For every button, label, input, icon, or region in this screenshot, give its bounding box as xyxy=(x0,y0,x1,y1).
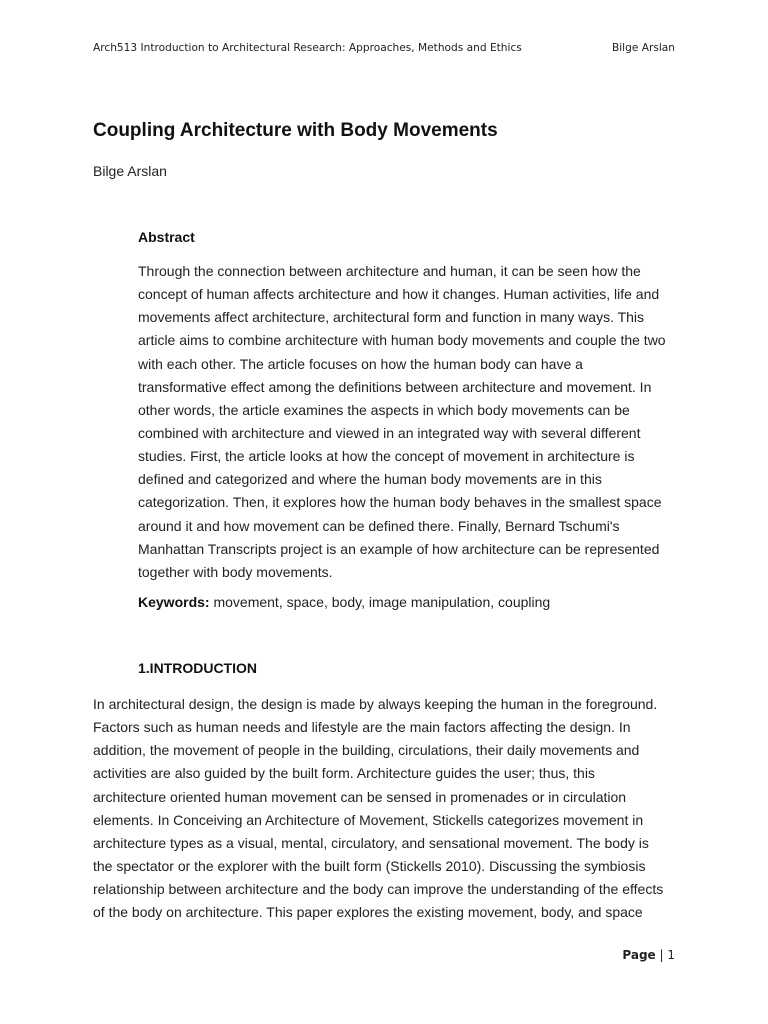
introduction-line: In architectural design, the design is made by always keeping the human in the foreground. xyxy=(93,696,658,712)
introduction-line: architecture types as a visual, mental, circulatory, and sensational movement. The body is xyxy=(93,834,649,851)
author-byline: Bilge Arslan xyxy=(93,163,167,179)
keywords-label: Keywords: xyxy=(138,594,210,610)
introduction-line: relationship between architecture and the body can improve the understanding of the effects xyxy=(93,881,664,898)
introduction-line: activities are also guided by the built form. Architecture guides the user; thus, this xyxy=(93,765,595,782)
abstract-line: Manhattan Transcripts project is an example of how architecture can be represented xyxy=(138,540,660,557)
page-footer xyxy=(622,948,675,962)
keywords xyxy=(138,594,550,610)
abstract-line: around it and how movement can be defined there. Finally, Bernard Tschumi's xyxy=(138,517,620,534)
page-separator: | xyxy=(655,948,668,962)
abstract-line: together with body movements. xyxy=(138,563,333,580)
introduction-line: the spectator or the explorer with the built form (Stickells 2010). Discussing the symbiosis xyxy=(93,857,646,874)
keywords-list: movement, space, body, image manipulation, coupling xyxy=(209,594,551,610)
paper-title: Coupling Architecture with Body Movements xyxy=(93,120,498,141)
introduction-line: Factors such as human needs and lifestyle are the main factors affecting the design. In xyxy=(93,719,631,736)
abstract-text xyxy=(138,260,678,584)
abstract-line: movements affect architecture, architectural form and function in many ways. This xyxy=(138,309,645,326)
abstract-line: transformative effect among the definitions between architecture and movement. In xyxy=(138,378,652,395)
running-header xyxy=(93,42,675,58)
abstract-line: with each other. The article focuses on how the human body can have a xyxy=(138,355,583,372)
abstract-line: categorization. Then, it explores how the human body behaves in the smallest space xyxy=(138,494,662,511)
introduction-line: architecture oriented human movement can be sensed in promenades or in circulation xyxy=(93,788,627,805)
introduction-heading: 1.INTRODUCTION xyxy=(138,660,257,676)
abstract-line: combined with architecture and viewed in an integrated way with several different xyxy=(138,424,641,441)
introduction-line: addition, the movement of people in the building, circulations, their daily movements and xyxy=(93,742,640,759)
page-number: 1 xyxy=(667,948,675,962)
header-author: Bilge Arslan xyxy=(611,42,675,54)
abstract-line: Through the connection between architecture and human, it can be seen how the xyxy=(138,263,641,279)
abstract-heading: Abstract xyxy=(138,229,195,245)
introduction-line: elements. In Conceiving an Architecture of Movement, Stickells categorizes movement in xyxy=(93,811,644,828)
abstract-line: article aims to combine architecture with human body movements and couple the two xyxy=(138,332,666,349)
abstract-line: concept of human affects architecture and how it changes. Human activities, life and xyxy=(138,286,660,303)
introduction-line: of the body on architecture. This paper explores the existing movement, body, and space xyxy=(93,904,643,921)
header-course-title: Arch513 Introduction to Architectural Research: Approaches, Methods and Ethics xyxy=(93,42,522,54)
abstract-line: studies. First, the article looks at how the concept of movement in architecture is xyxy=(138,448,635,465)
abstract-line: defined and categorized and where the human body movements are in this xyxy=(138,471,602,488)
abstract-line: other words, the article examines the aspects in which body movements can be xyxy=(138,401,630,418)
page-label: Page xyxy=(622,948,656,962)
introduction-text xyxy=(93,693,678,924)
